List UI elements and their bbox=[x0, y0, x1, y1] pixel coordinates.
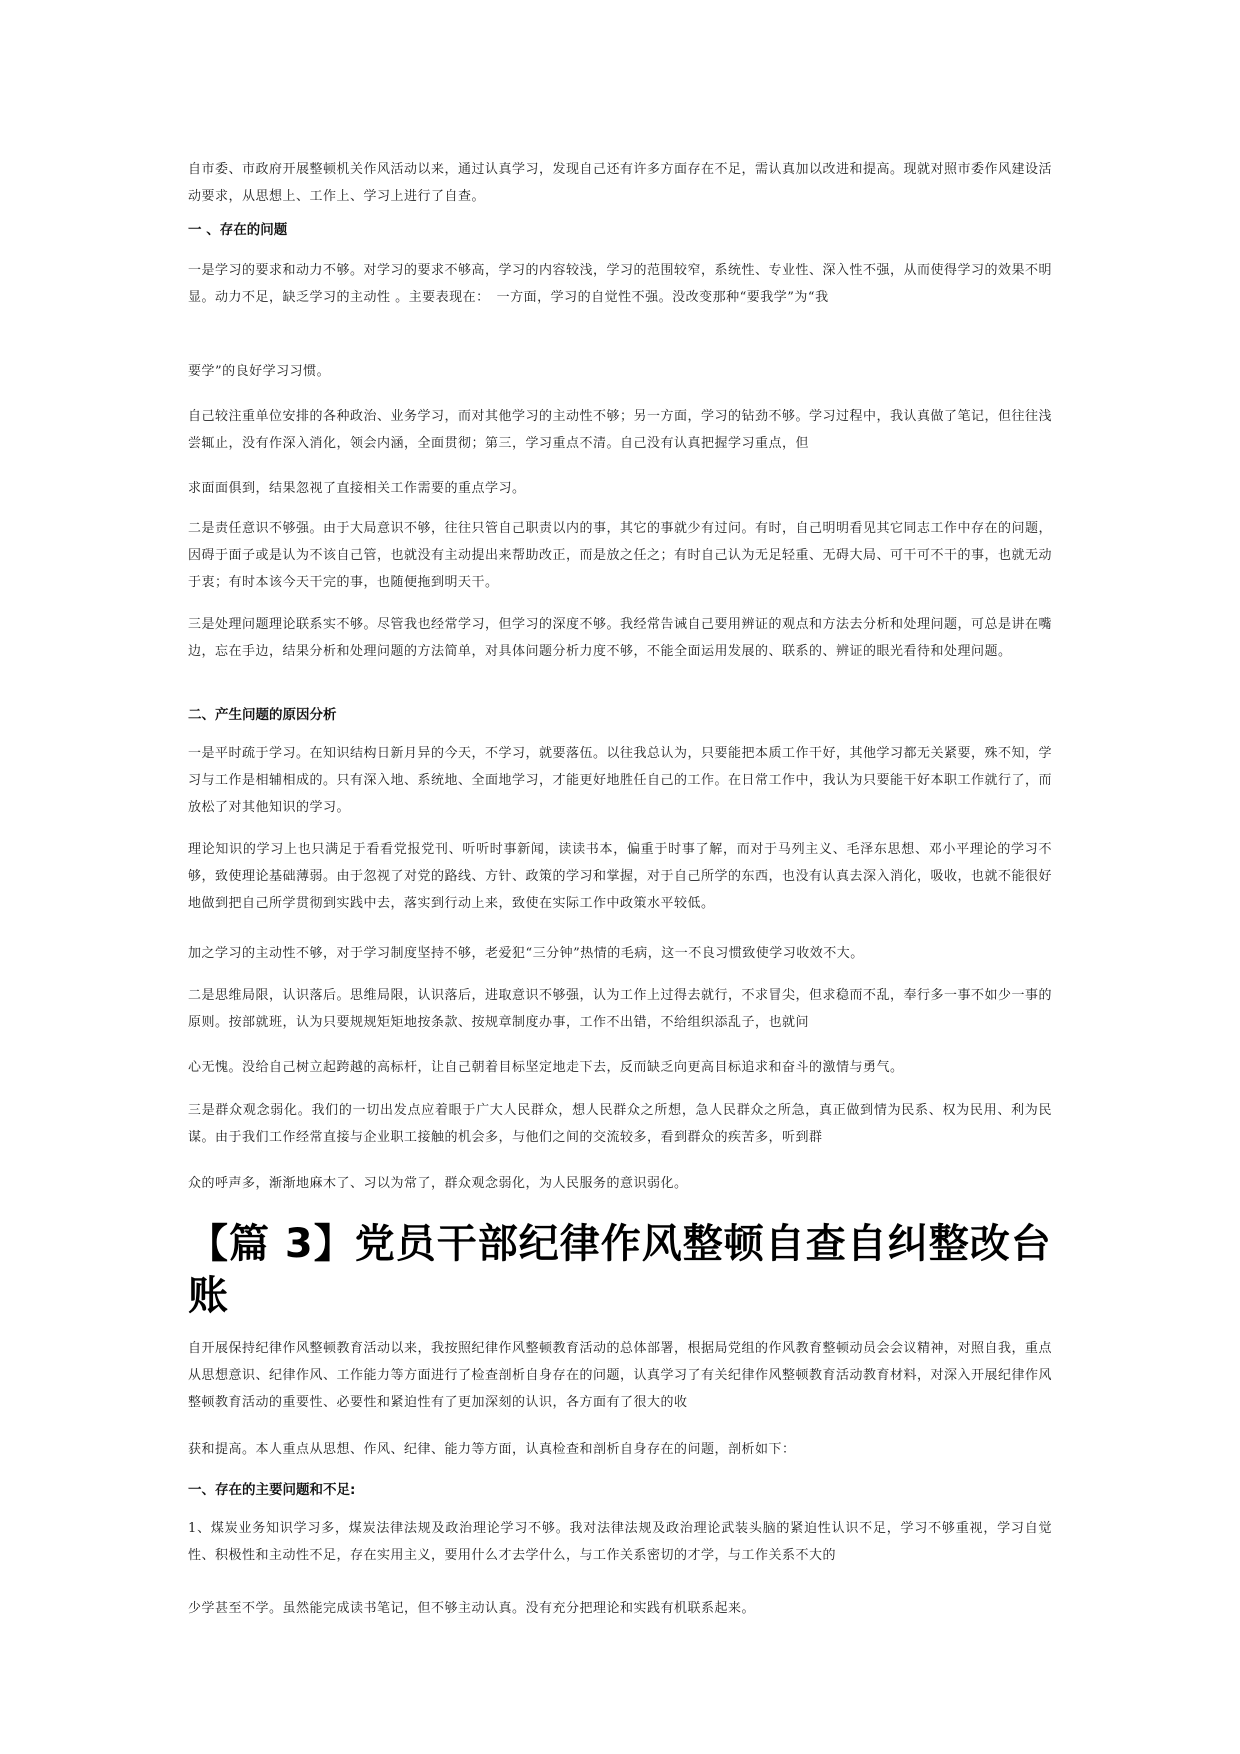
section-heading-problems: 一 、存在的问题 bbox=[188, 222, 288, 238]
section-heading-causes: 二、产生问题的原因分析 bbox=[188, 707, 337, 723]
paragraph: 一是平时疏于学习。在知识结构日新月异的今天，不学习，就要落伍。以往我总认为，只要能把本质工作干好，其他学习都无关紧要，殊不知，学习与工作是相辅相成的。只有深入地、系统地、全面地学习，才能更好地胜任自己的工作。在日常工作中，我认为只要能干好本职工作就行了，而放松了对其他知识的学习。 bbox=[188, 746, 1053, 815]
paragraph: 理论知识的学习上也只满足于看看党报党刊、听听时事新闻，读读书本，偏重于时事了解，而对于马列主义、毛泽东思想、邓小平理论的学习不够，致使理论基础薄弱。由于忽视了对党的路线、方针、政策的学习和掌握，对于自己所学的东西，也没有认真去深入消化，吸收，也就不能很好地做到把自己所学贯彻到实践中去，落实到行动上来，致使在实际工作中政策水平较低。 bbox=[188, 842, 1053, 911]
paragraph: 加之学习的主动性不够，对于学习制度坚持不够，老爱犯“三分钟”热情的毛病，这一不良习惯致使学习收效不大。 bbox=[188, 946, 864, 961]
paragraph: 一是学习的要求和动力不够。对学习的要求不够高，学习的内容较浅，学习的范围较窄，系统性、专业性、深入性不强，从而使得学习的效果不明显。动力不足，缺乏学习的主动性 。主要表现在： 一方面，学习的自觉性不强。没改变那种“要我学”为“我 bbox=[188, 263, 1053, 305]
paragraph: 求面面俱到，结果忽视了直接相关工作需要的重点学习。 bbox=[188, 481, 526, 496]
section-heading-main-problems: 一、存在的主要问题和不足: bbox=[188, 1482, 356, 1498]
paragraph: 自己较注重单位安排的各种政治、业务学习，而对其他学习的主动性不够；另一方面，学习的钻劲不够。学习过程中，我认真做了笔记，但往往浅尝辄止，没有作深入消化，领会内涵，全面贯彻；第三，学习重点不清。自己没有认真把握学习重点，但 bbox=[188, 409, 1053, 451]
paragraph: 三是群众观念弱化。我们的一切出发点应着眼于广大人民群众，想人民群众之所想，急人民群众之所急，真正做到情为民系、权为民用、利为民谋。由于我们工作经常直接与企业职工接触的机会多，与他们之间的交流较多，看到群众的疾苦多，听到群 bbox=[188, 1103, 1052, 1145]
paragraph: 获和提高。本人重点从思想、作风、纪律、能力等方面，认真检查和剖析自身存在的问题，剖析如下： bbox=[188, 1442, 796, 1457]
paragraph: 众的呼声多，渐渐地麻木了、习以为常了，群众观念弱化，为人民服务的意识弱化。 bbox=[188, 1176, 688, 1191]
paragraph: 少学甚至不学。虽然能完成读书笔记，但不够主动认真。没有充分把理论和实践有机联系起来。 bbox=[188, 1601, 756, 1616]
intro-paragraph: 自市委、市政府开展整顿机关作风活动以来，通过认真学习，发现自己还有许多方面存在不足，需认真加以改进和提高。现就对照市委作风建设活动要求，从思想上、工作上、学习上进行了自查。 bbox=[188, 162, 1053, 204]
paragraph: 心无愧。没给自己树立起跨越的高标杆，让自己朝着目标坚定地走下去，反而缺乏向更高目标追求和奋斗的激情与勇气。 bbox=[188, 1060, 904, 1075]
paragraph: 二是思维局限，认识落后。思维局限，认识落后，进取意识不够强，认为工作上过得去就行，不求冒尖，但求稳而不乱，奉行多一事不如少一事的原则。按部就班，认为只要规规矩矩地按条款、按规章制度办事，工作不出错，不给组织添乱子，也就问 bbox=[188, 988, 1053, 1030]
paragraph: 三是处理问题理论联系实不够。尽管我也经常学习，但学习的深度不够。我经常告诫自己要用辨证的观点和方法去分析和处理问题，可总是讲在嘴边，忘在手边，结果分析和处理问题的方法简单，对具体问题分析力度不够，不能全面运用发展的、联系的、辨证的眼光看待和处理问题。 bbox=[188, 617, 1053, 659]
paragraph: 二是责任意识不够强。由于大局意识不够，往往只管自己职责以内的事，其它的事就少有过问。有时，自己明明看见其它同志工作中存在的问题，因碍于面子或是认为不该自己管，也就没有主动提出来帮助改正，而是放之任之；有时自己认为无足轻重、无碍大局、可干可不干的事，也就无动于衷；有时本该今天干完的事，也随便拖到明天干。 bbox=[188, 521, 1053, 590]
article-title: 【篇 3】党员干部纪律作风整顿自查自纠整改台账 bbox=[188, 1221, 1052, 1319]
paragraph: 1、煤炭业务知识学习多，煤炭法律法规及政治理论学习不够。我对法律法规及政治理论武装头脑的紧迫性认识不足，学习不够重视，学习自觉性、积极性和主动性不足，存在实用主义，要用什么才去学什么，与工作关系密切的才学，与工作关系不大的 bbox=[188, 1521, 1052, 1563]
paragraph: 要学”的良好学习习惯。 bbox=[188, 364, 331, 379]
paragraph: 自开展保持纪律作风整顿教育活动以来，我按照纪律作风整顿教育活动的总体部署，根据局党组的作风教育整顿动员会会议精神，对照自我，重点从思想意识、纪律作风、工作能力等方面进行了检查剖析自身存在的问题，认真学习了有关纪律作风整顿教育活动教育材料，对深入开展纪律作风整顿教育活动的重要性、必要性和紧迫性有了更加深刻的认识，各方面有了很大的收 bbox=[188, 1341, 1053, 1410]
